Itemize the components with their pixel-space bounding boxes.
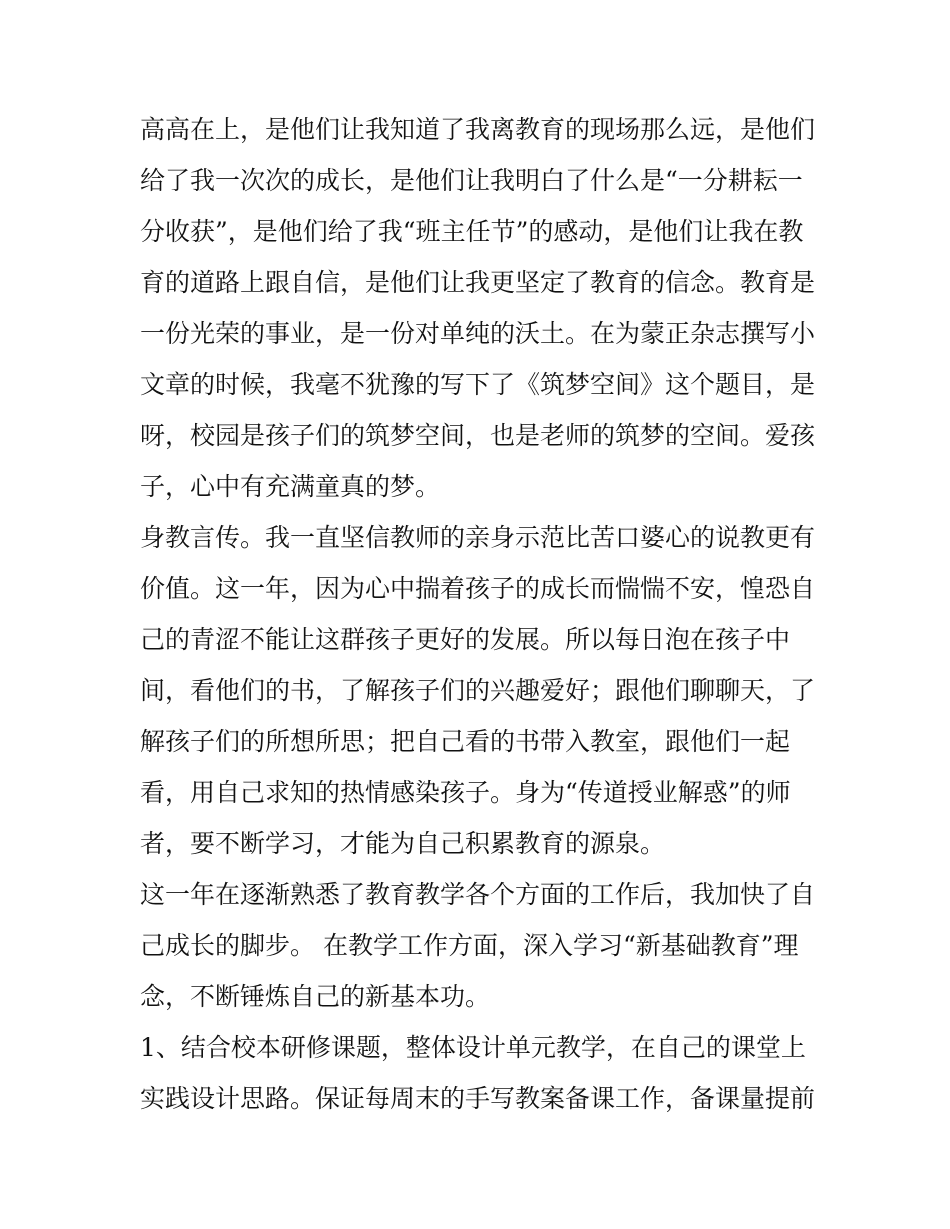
text-line: 育的道路上跟自信，是他们让我更坚定了教育的信念。教育是 bbox=[140, 268, 816, 297]
text-line: 文章的时候，我毫不犹豫的写下了《筑梦空间》这个题目，是 bbox=[140, 370, 816, 399]
text-line: 看，用自己求知的热情感染孩子。身为“传道授业解惑”的师 bbox=[140, 778, 791, 807]
text-line: 解孩子们的所想所思；把自己看的书带入教室，跟他们一起 bbox=[140, 727, 791, 756]
text-line: 高高在上，是他们让我知道了我离教育的现场那么远，是他们 bbox=[140, 115, 816, 144]
text-line: 身教言传。我一直坚信教师的亲身示范比苦口婆心的说教更有 bbox=[140, 523, 816, 552]
text-line: 给了我一次次的成长，是他们让我明白了什么是“一分耕耘一 bbox=[140, 166, 803, 195]
body-text bbox=[140, 104, 816, 1124]
text-line: 呀，校园是孩子们的筑梦空间，也是老师的筑梦的空间。爱孩 bbox=[140, 421, 816, 450]
text-line: 一份光荣的事业，是一份对单纯的沃土。在为蒙正杂志撰写小 bbox=[140, 319, 816, 348]
text-line: 己的青涩不能让这群孩子更好的发展。所以每日泡在孩子中 bbox=[140, 625, 791, 654]
text-line: 这一年在逐渐熟悉了教育教学各个方面的工作后，我加快了自 bbox=[140, 880, 816, 909]
text-line: 间，看他们的书，了解孩子们的兴趣爱好；跟他们聊聊天，了 bbox=[140, 676, 816, 705]
text-line: 者，要不断学习，才能为自己积累教育的源泉。 bbox=[140, 829, 666, 858]
text-line: 子，心中有充满童真的梦。 bbox=[140, 472, 441, 501]
text-line: 价值。这一年，因为心中揣着孩子的成长而惴惴不安，惶恐自 bbox=[140, 574, 816, 603]
text-line: 分收获”，是他们给了我“班主任节”的感动，是他们让我在教 bbox=[140, 217, 804, 246]
text-line: 念，不断锤炼自己的新基本功。 bbox=[140, 982, 491, 1011]
text-line: 1、结合校本研修课题，整体设计单元教学，在自己的课堂上 bbox=[140, 1033, 806, 1062]
text-line: 实践设计思路。保证每周末的手写教案备课工作，备课量提前 bbox=[140, 1084, 816, 1113]
text-line: 己成长的脚步。 在教学工作方面，深入学习“新基础教育”理 bbox=[140, 931, 799, 960]
